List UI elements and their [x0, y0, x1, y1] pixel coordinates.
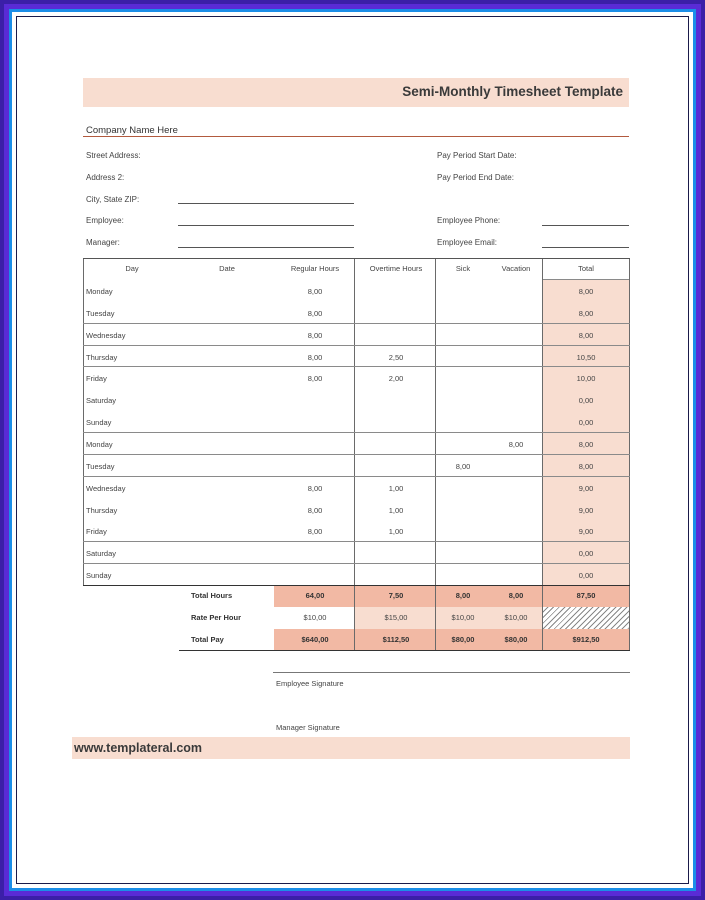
row-divider	[83, 366, 630, 367]
row-total-hours: 9,00	[578, 484, 594, 493]
col-overtime-hours: Overtime Hours	[369, 264, 423, 273]
employee-email-label: Employee Email:	[437, 238, 498, 247]
row-divider	[83, 476, 630, 477]
header-total-divider	[543, 279, 629, 280]
row-total-hours: 0,00	[578, 396, 594, 405]
row-divider	[83, 323, 630, 324]
row-day: Wednesday	[86, 331, 126, 340]
total-pay-total: $912,50	[572, 635, 600, 644]
row-regular-hours: 8,00	[307, 374, 323, 383]
row-vacation-hours: 8,00	[508, 440, 524, 449]
summary-label-rate: Rate Per Hour	[191, 613, 242, 622]
row-overtime-hours: 1,00	[388, 484, 404, 493]
row-total-hours: 8,00	[578, 309, 594, 318]
summary-label-total-pay: Total Pay	[191, 635, 224, 644]
row-regular-hours: 8,00	[307, 484, 323, 493]
row-day: Monday	[86, 287, 113, 296]
page-title: Semi-Monthly Timesheet Template	[402, 84, 623, 99]
col-total: Total	[578, 264, 594, 273]
rate-sick: $10,00	[451, 613, 475, 622]
total-pay-vacation: $80,00	[504, 635, 528, 644]
address2-label: Address 2:	[86, 173, 125, 182]
rate-vacation: $10,00	[504, 613, 528, 622]
row-divider	[83, 454, 630, 455]
employee-signature-label: Employee Signature	[276, 679, 344, 688]
row-regular-hours: 8,00	[307, 331, 323, 340]
title-band	[83, 78, 629, 107]
row-day: Saturday	[86, 549, 117, 558]
employee-line[interactable]	[178, 225, 354, 226]
col-vacation: Vacation	[501, 264, 531, 273]
street-address-label: Street Address:	[86, 151, 141, 160]
rate-total-hatch	[543, 607, 629, 629]
city-state-zip-label: City, State ZIP:	[86, 195, 140, 204]
rate-regular: $10,00	[303, 613, 327, 622]
company-rule	[83, 136, 629, 137]
grid-line-left	[83, 258, 84, 585]
row-regular-hours: 8,00	[307, 527, 323, 536]
row-divider	[83, 541, 630, 542]
total-pay-overtime: $112,50	[382, 635, 410, 644]
row-divider	[83, 345, 630, 346]
timesheet-page	[18, 18, 687, 882]
row-day: Thursday	[86, 506, 118, 515]
footer-website[interactable]: www.templateral.com	[74, 741, 203, 755]
row-day: Thursday	[86, 353, 118, 362]
total-pay-sick: $80,00	[451, 635, 475, 644]
row-overtime-hours: 1,00	[388, 506, 404, 515]
row-day: Sunday	[86, 418, 112, 427]
row-regular-hours: 8,00	[307, 309, 323, 318]
row-overtime-hours: 2,50	[388, 353, 404, 362]
row-total-hours: 0,00	[578, 571, 594, 580]
rate-overtime: $15,00	[384, 613, 408, 622]
row-total-hours: 9,00	[578, 527, 594, 536]
grid-line-bottom	[83, 585, 630, 586]
col-sick: Sick	[455, 264, 471, 273]
row-total-hours: 8,00	[578, 331, 594, 340]
row-overtime-hours: 2,00	[388, 374, 404, 383]
col-date: Date	[219, 264, 235, 273]
col-day: Day	[125, 264, 139, 273]
employee-signature-line[interactable]	[273, 672, 630, 673]
row-day: Wednesday	[86, 484, 126, 493]
employee-email-line[interactable]	[542, 247, 629, 248]
manager-signature-label: Manager Signature	[276, 723, 340, 732]
pay-period-start-label: Pay Period Start Date:	[437, 151, 517, 160]
row-total-hours: 0,00	[578, 549, 594, 558]
row-total-hours: 8,00	[578, 440, 594, 449]
row-total-hours: 0,00	[578, 418, 594, 427]
total-hours-sick: 8,00	[455, 591, 471, 600]
employee-label: Employee:	[86, 216, 124, 225]
row-day: Sunday	[86, 571, 112, 580]
row-total-hours: 10,00	[576, 374, 596, 383]
row-divider	[83, 563, 630, 564]
row-regular-hours: 8,00	[307, 287, 323, 296]
pay-period-end-label: Pay Period End Date:	[437, 173, 514, 182]
total-hours-total: 87,50	[576, 591, 596, 600]
company-name: Company Name Here	[86, 125, 178, 136]
manager-label: Manager:	[86, 238, 120, 247]
total-hours-vacation: 8,00	[508, 591, 524, 600]
row-regular-hours: 8,00	[307, 506, 323, 515]
grid-line-top	[83, 258, 630, 259]
manager-line[interactable]	[178, 247, 354, 248]
row-day: Saturday	[86, 396, 117, 405]
row-total-hours: 8,00	[578, 462, 594, 471]
col-regular-hours: Regular Hours	[290, 264, 340, 273]
timesheet-table	[83, 258, 630, 651]
row-sick-hours: 8,00	[455, 462, 471, 471]
summary-label-total-hours: Total Hours	[191, 591, 233, 600]
row-overtime-hours: 1,00	[388, 527, 404, 536]
row-day: Monday	[86, 440, 113, 449]
row-total-hours: 8,00	[578, 287, 594, 296]
row-day: Friday	[86, 527, 107, 536]
footer-band	[72, 737, 630, 759]
city-state-zip-line[interactable]	[178, 203, 354, 204]
row-day: Tuesday	[86, 462, 115, 471]
total-pay-regular: $640,00	[301, 635, 329, 644]
total-hours-overtime: 7,50	[388, 591, 404, 600]
row-total-hours: 10,50	[576, 353, 596, 362]
row-day: Tuesday	[86, 309, 115, 318]
employee-phone-label: Employee Phone:	[437, 216, 501, 225]
summary-bottom-line	[179, 650, 630, 651]
row-divider	[83, 432, 630, 433]
row-total-hours: 9,00	[578, 506, 594, 515]
row-day: Friday	[86, 374, 107, 383]
total-hours-regular: 64,00	[305, 591, 325, 600]
employee-phone-line[interactable]	[542, 225, 629, 226]
row-regular-hours: 8,00	[307, 353, 323, 362]
